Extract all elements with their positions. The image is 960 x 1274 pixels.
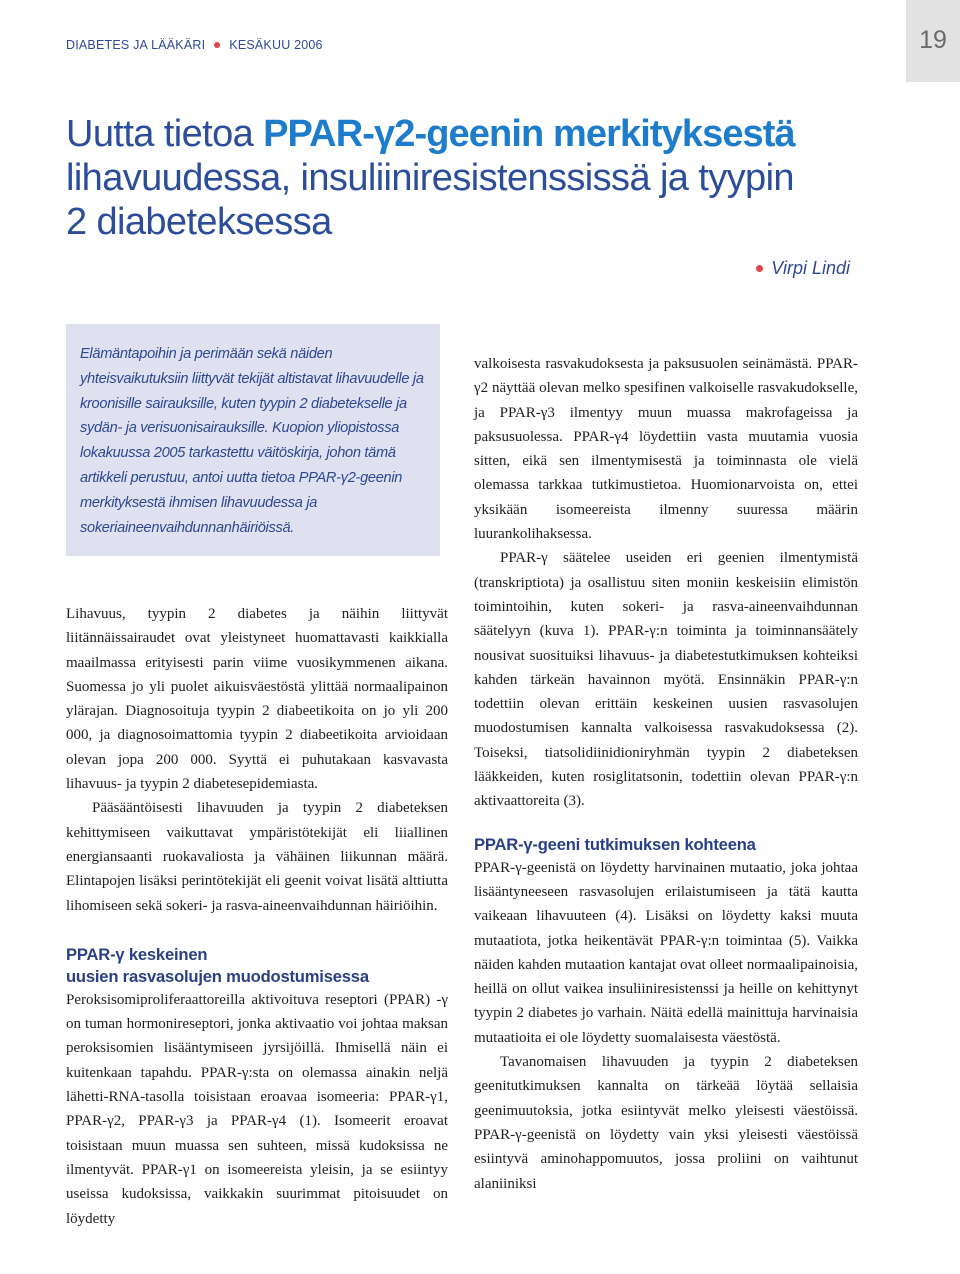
- article-title: [66, 112, 896, 244]
- title-prefix: Uutta tietoa: [66, 113, 264, 155]
- issue-date: KESÄKUU 2006: [229, 38, 323, 52]
- page-number: 19: [919, 26, 947, 54]
- title-line-2: lihavuudessa, insuliiniresistenssissä ja tyypin: [66, 157, 794, 199]
- left-column: [66, 602, 448, 1231]
- page-number-box: [906, 0, 960, 82]
- bullet-dot-icon: [214, 42, 220, 48]
- body-paragraph: Tavanomaisen lihavuuden ja tyypin 2 diabeteksen geenitutkimuksen kannalta on tärkeää löytää sellaisia geenimuutoksia, jotka esiintyvät melko yleisesti väestöissä. PPAR-γ-geenistä on löydetty vain yksi yleisesti väestöissä esiintyvä aminohappomuutos, jossa proliini on vaihtunut alaniiniksi: [474, 1054, 858, 1192]
- body-paragraph: Peroksisomiproliferaattoreilla aktivoituva reseptori (PPAR) -γ on tuman hormonireseptori, jonka aktivaatio voi johtaa maksan peroksisomien lisääntymiseen jyrsijöillä. Ihmisellä näin ei kuitenkaan tapahdu. PPAR-γ:sta on olemassa ainakin neljä lähetti-RNA-tasolla toisistaan eroavaa isomeeria: PPAR-γ1, PPAR-γ2, PPAR-γ3 ja PPAR-γ4 (1). Isomeerit eroavat toisistaan muun muassa sen suhteen, missä kudoksissa ne ilmentyvät. PPAR-γ1 on isomeereista yleisin, ja se esiintyy useissa kudoksissa, vaikkakin suurimmat pitoisuudet on löydetty: [66, 991, 448, 1227]
- right-column: [474, 352, 858, 1196]
- running-header: [66, 38, 323, 52]
- body-paragraph: PPAR-γ säätelee useiden eri geenien ilmentymistä (transkriptiota) ja osallistuu siten moniin keskeisiin elimistön toimintoihin, kuten sokeri- ja rasva-aineenvaihdunnan säätelyyn (kuva 1). PPAR-γ:n toiminta ja toiminnansäätely nousivat suosituiksi lihavuus- ja diabetestutkimuksen kohteiksi kahden tärkeän havainnon myötä. Ensinnäkin PPAR-γ:n todettiin olevan erittäin keskeinen uusien rasvasolujen muodostumisen kannalta valkoisessa rasvakudoksessa (2). Toiseksi, tiatsolidiinidioniryhmän tyypin 2 diabeteksen lääkkeiden, kuten rosiglitatsonin, todettiin olevan PPAR-γ:n aktivaattoreita (3).: [474, 550, 858, 810]
- body-paragraph: Lihavuus, tyypin 2 diabetes ja näihin liittyvät liitännäissairaudet ovat yleistyneet huomattavasti kaikkialla maailmassa erityisesti parin viime vuosikymmenen aikana. Suomessa jo yli puolet aikuisväestöstä ylittää normaalipainon ylärajan. Diagnosoituja tyypin 2 diabeetikoita on jo yli 200 000, ja diagnosoimattomia tyypin 2 diabeetikoita arvioidaan olevan jopa 200 000. Syyttä ei puhutakaan kasvavasta lihavuus- ja tyypin 2 diabetesepidemiasta.: [66, 606, 448, 793]
- abstract-text: Elämäntapoihin ja perimään sekä näiden yhteisvaikutuksiin liittyvät tekijät altistavat lihavuudelle ja kroonisille sairauksille, kuten tyypin 2 diabetekselle ja sydän- ja verisuonisairauksille. Kuopion yliopistossa lokakuussa 2005 tarkastettu väitöskirja, johon tämä artikkeli perustuu, antoi uutta tietoa PPAR-γ2-geenin merkityksestä ihmisen lihavuudessa ja sokeriaineenvaihdunnanhäiriöissä.: [80, 346, 424, 536]
- section-gap: [66, 918, 448, 944]
- section-heading: PPAR-γ-geeni tutkimuksen kohteena: [474, 834, 756, 854]
- section-heading: [66, 944, 448, 988]
- section-heading-line-1: PPAR-γ keskeinen: [66, 944, 208, 964]
- section-gap: [474, 814, 858, 834]
- body-paragraph: PPAR-γ-geenistä on löydetty harvinainen mutaatio, joka johtaa lisääntyneeseen rasvasolujen erilaistumiseen ja tätä kautta vaikeaan lihavuuteen (4). Lisäksi on löydetty kaksi muuta mutaatiota, jotka heikentävät PPAR-γ:n toimintaa (5). Vaikka näiden kahden mutaation kantajat ovat olleet normaalipainoisia, heillä on ollut vaikea insuliiniresistenssi ja heille on kehittynyt tyypin 2 diabetes jo varhain. Näitä edellä mainittuja harvinaisia mutaatioita ei ole löydetty suomalaisesta väestöstä.: [474, 859, 858, 1046]
- title-line-3: 2 diabeteksessa: [66, 201, 332, 243]
- bullet-dot-icon: [756, 265, 763, 272]
- title-line-1: [66, 112, 896, 156]
- body-paragraph: Pääsääntöisesti lihavuuden ja tyypin 2 diabeteksen kehittymiseen vaikuttavat ympäristötekijät eli liiallinen energiansaanti ruokavaliosta ja vähäinen liikunnan määrä. Elintapojen lisäksi perintötekijät eli geenit voivat lisätä alttiutta lihomiseen sekä sokeri- ja rasva-aineenvaihdunnan häiriöihin.: [66, 800, 448, 914]
- author-byline: [756, 258, 850, 279]
- journal-name: DIABETES JA LÄÄKÄRI: [66, 38, 206, 52]
- title-highlight: PPAR-γ2-geenin merkityksestä: [263, 113, 795, 155]
- section-heading-line-2: uusien rasvasolujen muodostumisessa: [66, 966, 369, 986]
- body-paragraph: valkoisesta rasvakudoksesta ja paksusuolen seinämästä. PPAR-γ2 näyttää olevan melko spesifinen valkoiselle rasvakudokselle, ja PPAR-γ3 ilmentyy muun muassa makrofageissa ja paksusuolessa. PPAR-γ4 löydettiin vasta muutamia vuosia sitten, eikä sen ilmentymisestä ja toiminnasta ole vielä olemassa tarkkaa tutkimustietoa. Huomionarvoista on, ettei yksikään isomeereista ilmenny suuressa määrin luurankolihaksessa.: [474, 356, 858, 543]
- author-name: Virpi Lindi: [771, 258, 850, 278]
- abstract-box: [66, 324, 440, 556]
